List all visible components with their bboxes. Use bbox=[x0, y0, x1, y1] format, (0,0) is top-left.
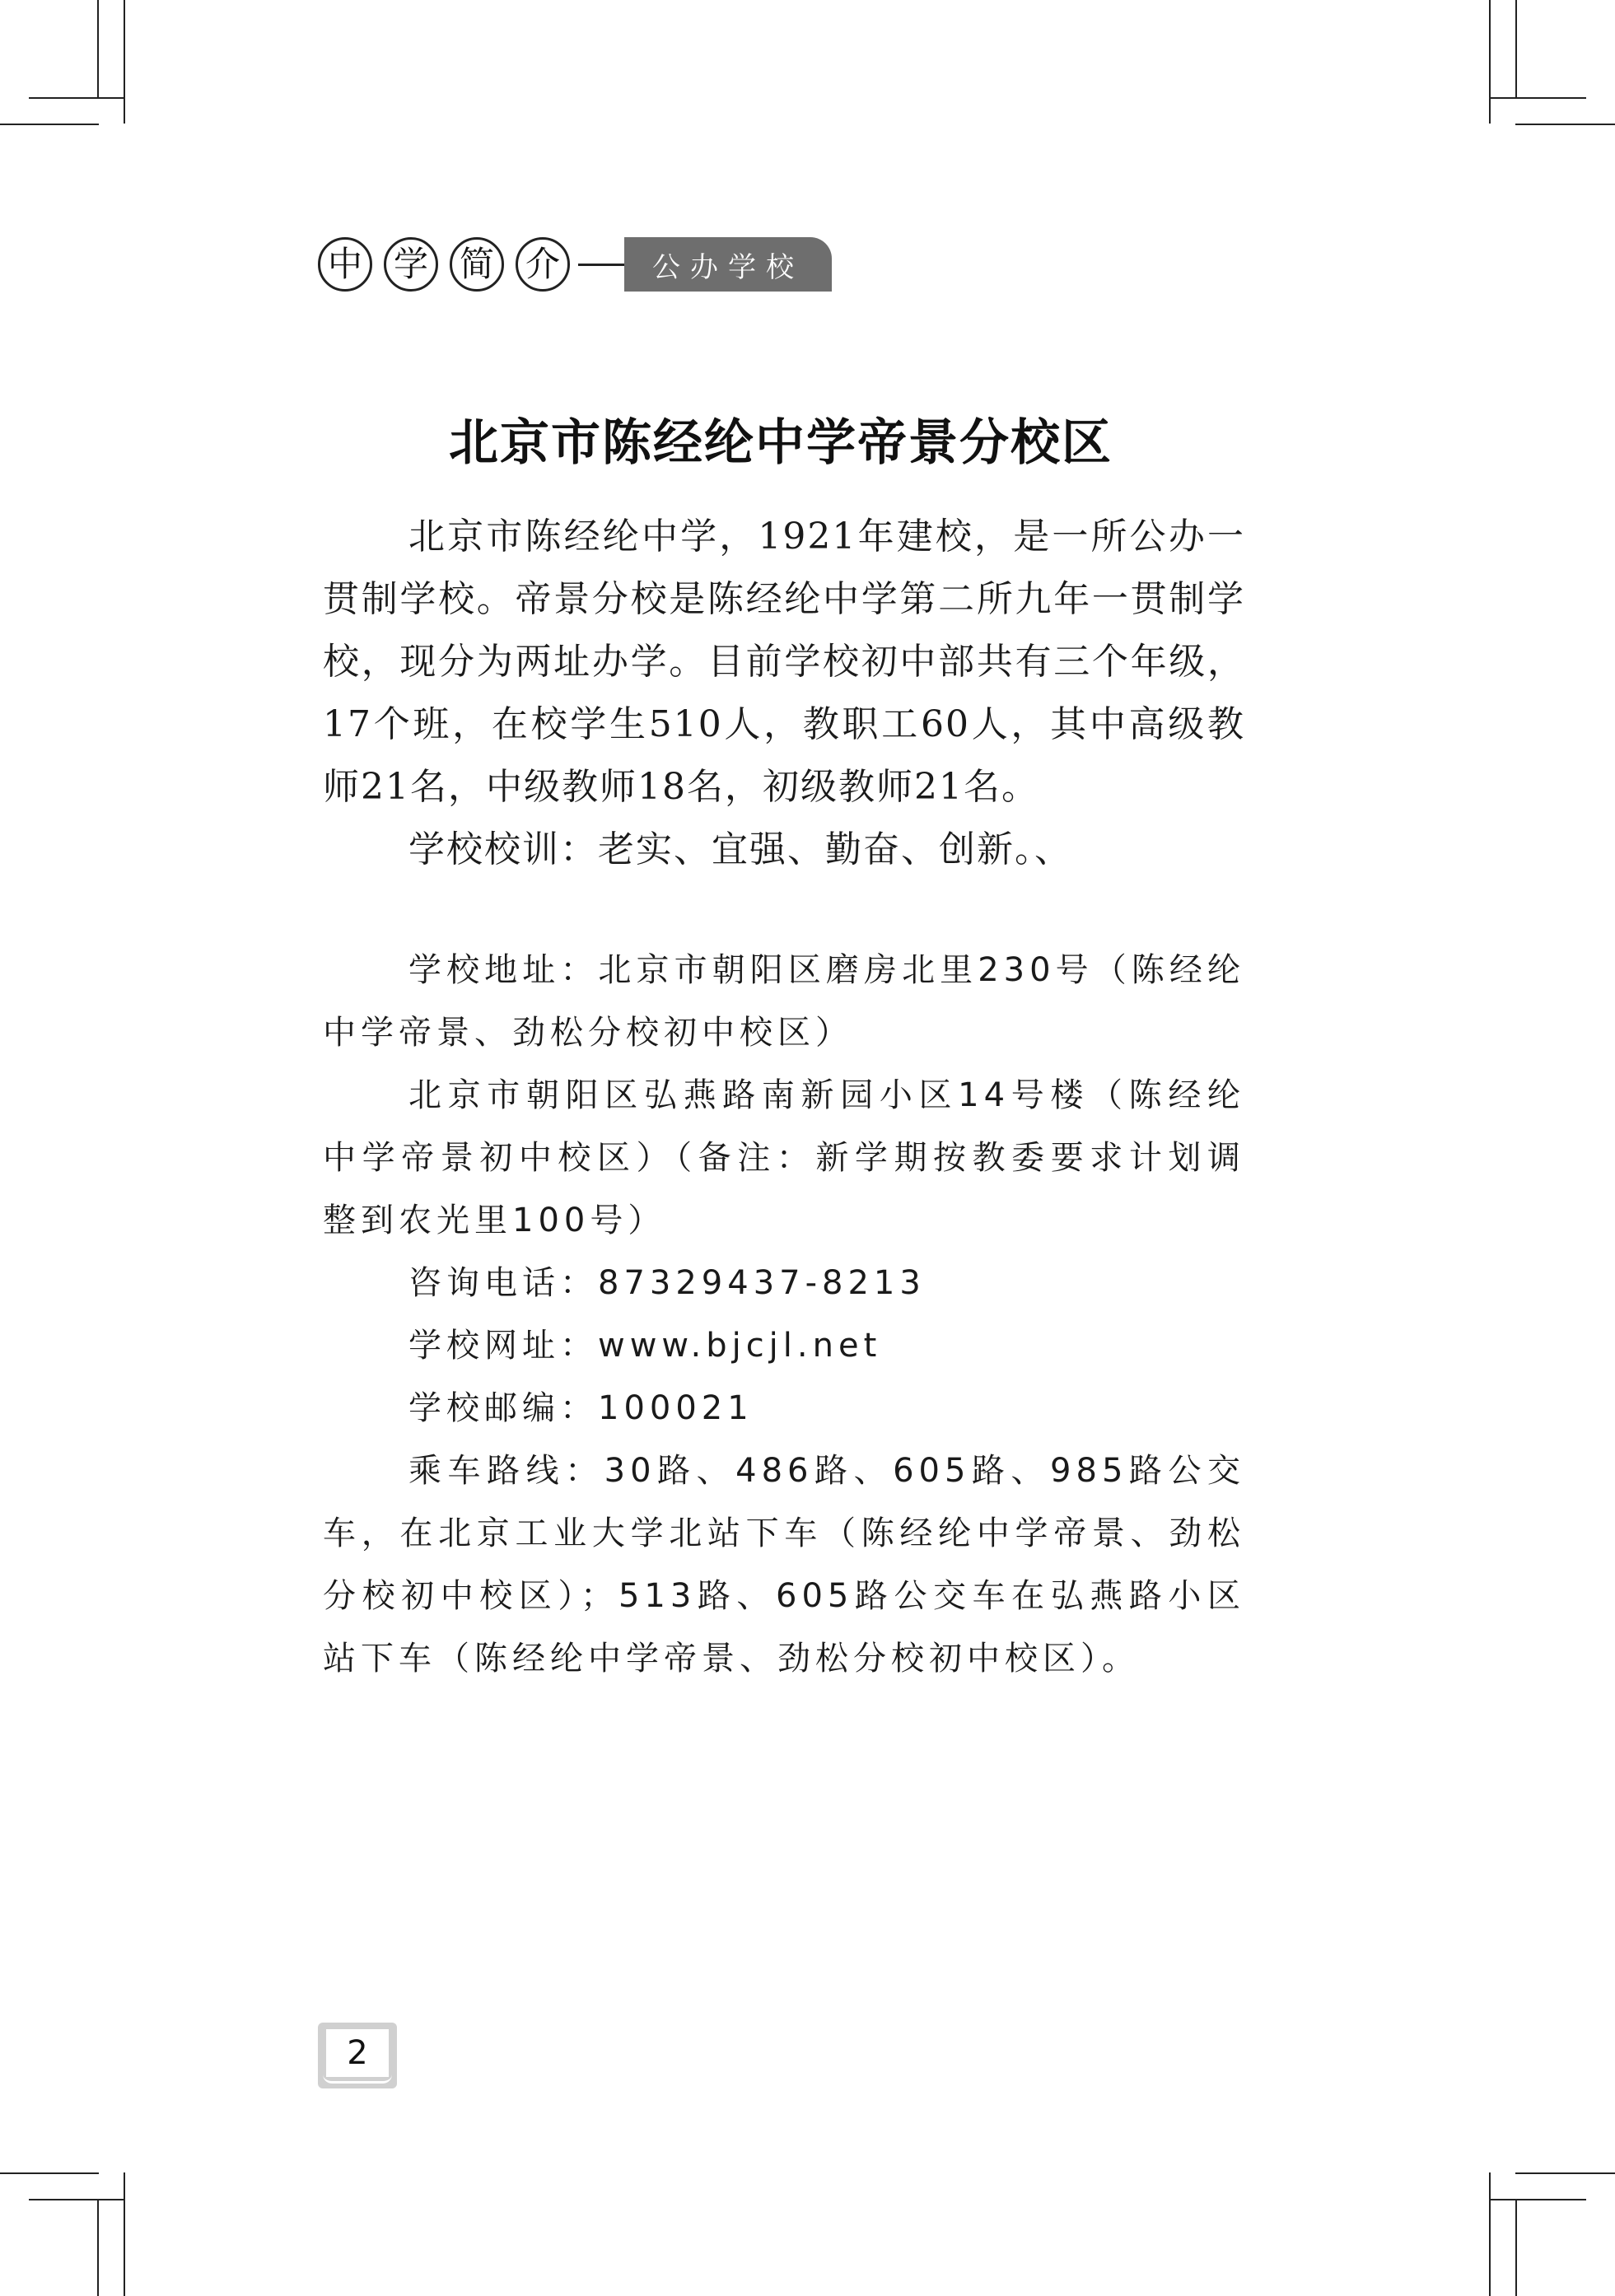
header-connector bbox=[578, 264, 624, 266]
website-value: www.bjcjl.net bbox=[598, 1327, 882, 1365]
crop-mark bbox=[1489, 2172, 1491, 2296]
header-circle-char: 中 bbox=[318, 237, 372, 292]
section-header bbox=[318, 235, 832, 294]
crop-mark bbox=[29, 2199, 125, 2200]
zip-value: 100021 bbox=[598, 1389, 754, 1427]
phone-value: 87329437-8213 bbox=[598, 1264, 926, 1302]
crop-mark bbox=[1515, 2199, 1517, 2296]
crop-mark bbox=[1515, 0, 1517, 97]
crop-mark bbox=[124, 0, 125, 124]
page-title: 北京市陈经纶中学帝景分校区 bbox=[449, 414, 1113, 472]
crop-mark bbox=[29, 97, 125, 99]
crop-mark bbox=[0, 124, 99, 125]
page-number: 2 bbox=[326, 2029, 389, 2077]
book-icon bbox=[323, 2074, 392, 2084]
bus-route-paragraph: 乘车路线：30路、486路、605路、985路公交车，在北京工业大学北站下车（陈经纶中学帝景、劲松分校初中校区）；513路、605路公交车在弘燕路小区站下车（陈经纶中学帝景、劲松分校初中校区）。 bbox=[323, 1452, 1245, 1678]
crop-mark bbox=[1489, 0, 1491, 124]
crop-mark bbox=[0, 2172, 99, 2174]
phone-line bbox=[323, 1252, 1245, 1314]
header-circle-char: 介 bbox=[516, 237, 570, 292]
page-number-badge bbox=[318, 2023, 397, 2088]
crop-mark bbox=[124, 2172, 125, 2296]
motto-paragraph: 学校校训：老实、宜强、勤奋、创新。、 bbox=[408, 828, 1072, 870]
address-paragraph-2: 北京市朝阳区弘燕路南新园小区14号楼（陈经纶中学帝景初中校区）（备注：新学期按教委要求计划调整到农光里100号） bbox=[323, 1076, 1245, 1239]
address-paragraph-1: 学校地址：北京市朝阳区磨房北里230号（陈经纶中学帝景、劲松分校初中校区） bbox=[323, 951, 1245, 1052]
crop-mark bbox=[1515, 2172, 1615, 2174]
crop-mark bbox=[97, 2199, 99, 2296]
zip-label: 学校邮编： bbox=[408, 1389, 598, 1427]
phone-label: 咨询电话： bbox=[408, 1264, 598, 1302]
website-label: 学校网址： bbox=[408, 1327, 598, 1365]
header-circle-char: 简 bbox=[450, 237, 504, 292]
category-tab: 公办学校 bbox=[624, 237, 832, 292]
crop-mark bbox=[1489, 97, 1586, 99]
header-circle-char: 学 bbox=[384, 237, 438, 292]
crop-mark bbox=[1489, 2199, 1586, 2200]
intro-paragraph: 北京市陈经纶中学，1921年建校，是一所公办一贯制学校。帝景分校是陈经纶中学第二所九年一贯制学校，现分为两址办学。目前学校初中部共有三个年级，17个班，在校学生510人，教职工60人，其中高级教师21名，中级教师18名，初级教师21名。 bbox=[323, 516, 1245, 808]
crop-mark bbox=[97, 0, 99, 97]
website-line bbox=[323, 1314, 1245, 1377]
crop-mark bbox=[1515, 124, 1615, 125]
zip-line bbox=[323, 1377, 1245, 1440]
